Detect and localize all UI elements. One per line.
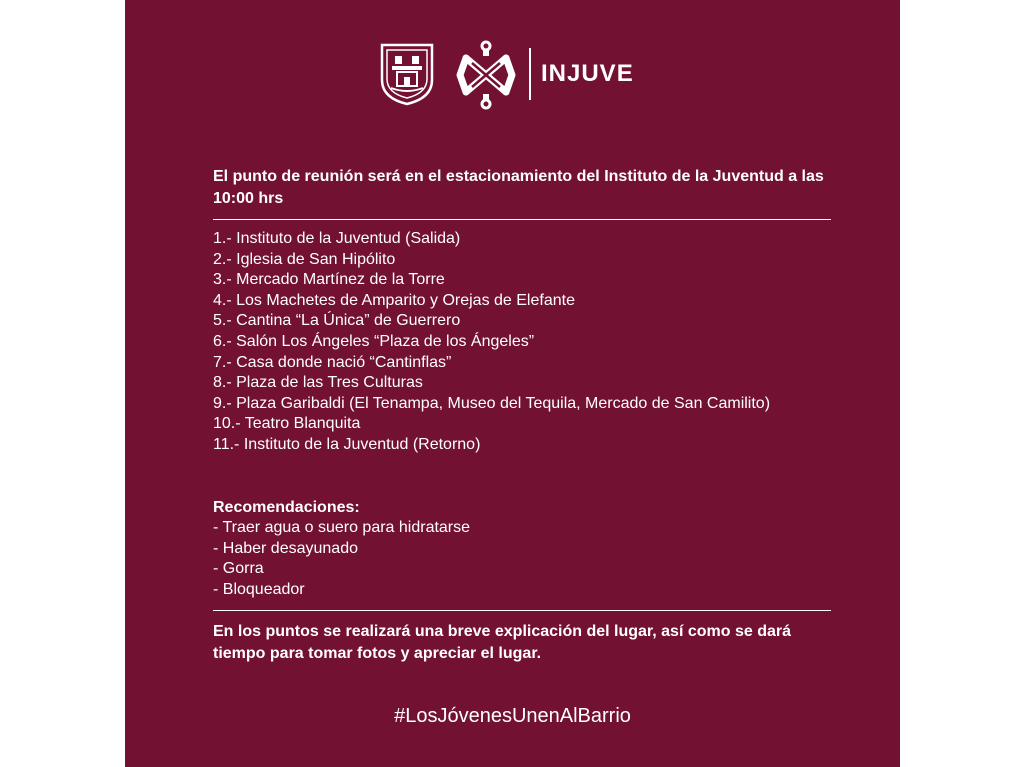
list-item: 9.- Plaza Garibaldi (El Tenampa, Museo del Tequila, Mercado de San Camilito) — [213, 394, 771, 412]
list-item: - Bloqueador — [213, 580, 305, 598]
divider-line — [213, 610, 831, 611]
hashtag: #LosJóvenesUnenAlBarrio — [394, 705, 631, 727]
list-item: 4.- Los Machetes de Amparito y Orejas de Elefante — [213, 291, 575, 309]
list-item: 3.- Mercado Martínez de la Torre — [213, 271, 445, 289]
divider-line — [213, 219, 831, 220]
stops-list — [213, 229, 823, 456]
cdmx-coat-of-arms-icon — [379, 42, 435, 106]
logo-divider — [529, 48, 531, 100]
list-item: 6.- Salón Los Ángeles “Plaza de los Ángeles” — [213, 332, 535, 350]
list-item: 1.- Instituto de la Juventud (Salida) — [213, 230, 461, 247]
meeting-point-text: El punto de reunión será en el estacionamiento del Instituto de la Juventud a las 10:00 hrs — [213, 168, 824, 207]
closing-note: En los puntos se realizará una breve explicación del lugar, así como se dará tiempo para tomar fotos y apreciar el lugar. — [213, 623, 791, 662]
recommendations-list — [213, 518, 813, 600]
cdmx-knot-logo-icon — [452, 40, 520, 110]
list-item: 2.- Iglesia de San Hipólito — [213, 250, 396, 268]
list-item: 8.- Plaza de las Tres Culturas — [213, 374, 423, 392]
poster — [125, 0, 900, 767]
list-item: - Haber desayunado — [213, 539, 358, 557]
header-logos — [379, 40, 649, 112]
brand-name: INJUVE — [541, 60, 634, 87]
list-item: - Gorra — [213, 560, 264, 578]
recommendations-title: Recomendaciones: — [213, 499, 360, 516]
list-item: - Traer agua o suero para hidratarse — [213, 519, 471, 536]
list-item: 11.- Instituto de la Juventud (Retorno) — [213, 435, 481, 453]
list-item: 7.- Casa donde nació “Cantinflas” — [213, 353, 452, 371]
list-item: 5.- Cantina “La Única” de Guerrero — [213, 312, 461, 330]
list-item: 10.- Teatro Blanquita — [213, 415, 361, 433]
